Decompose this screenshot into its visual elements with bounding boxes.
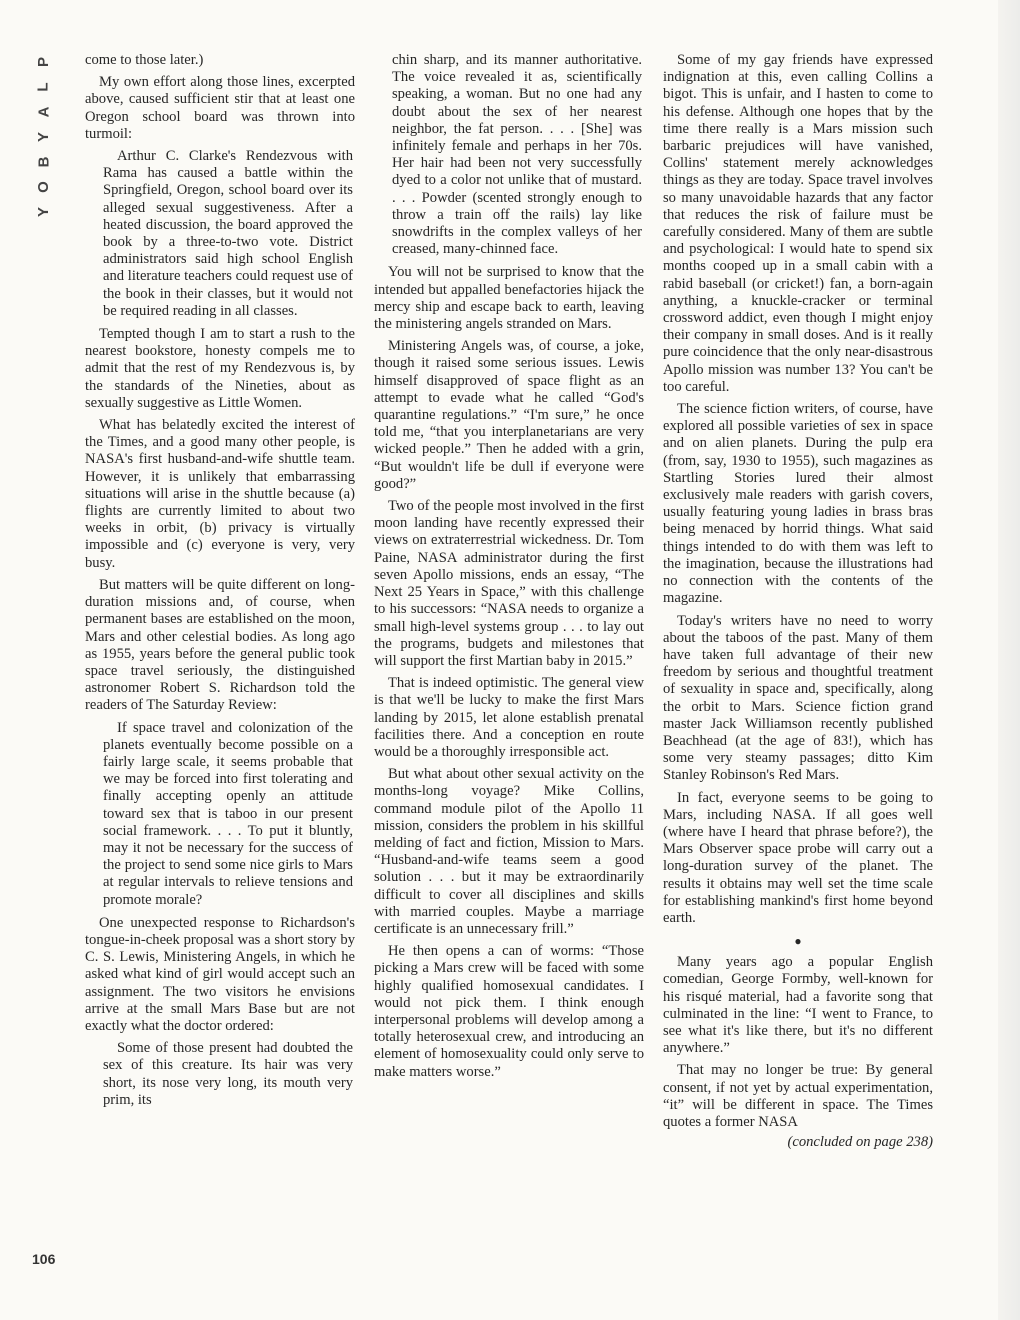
paragraph: One unexpected response to Richardson's tongue-in-cheek proposal was a short story by C. S. Lewis, Ministering Angels, in which he asked what kind of girl would accept such an assignment. The two visitors he envisions arrive at the small Mars Base but are not exactly what the doctor ordered: xyxy=(85,914,355,1034)
paragraph: But what about other sexual activity on the months-long voyage? Mike Collins, command module pilot of the Apollo 11 mission, considers the problem in his skillful melding of fact and fiction, Mission to Mars. “Husband-and-wife teams seem a good solution . . . but it may be extraordinarily difficult to cover all disciplines and skills with married couples. Maybe a marriage certificate is an unnecessary frill.” xyxy=(374,766,644,937)
paragraph: Tempted though I am to start a rush to the nearest bookstore, honesty compels me to admit that the rest of my Rendezvous is, by the standards of the Nineties, about as sexually suggestive as Little Women. xyxy=(85,326,355,411)
masthead-letter: O xyxy=(34,181,52,193)
column-1 xyxy=(85,52,355,1115)
masthead xyxy=(34,54,54,220)
section-bullet: ● xyxy=(794,934,802,949)
masthead-letter: L xyxy=(34,82,52,92)
paragraph: But matters will be quite different on long-duration missions and, of course, when permanent bases are established on the moon, Mars and other celestial bodies. As long ago as 1955, years before the general public took space travel seriously, the distinguished astronomer Robert S. Richardson told the readers of The Saturday Review: xyxy=(85,576,355,714)
paragraph: Some of my gay friends have expressed indignation at this, even calling Collins a bigot. This is unfair, and I hasten to come to his defense. Although one hopes that by the time there really is a Mars mission such barbaric prejudices will have vanished, Collins' statement merely acknowledges things as they are today. Space travel involves so many unavoidable hazards that any factor that reduces the risk of failure must be carefully considered. Many of them are subtle and psychological: I would hate to spend six months cooped up in a small cabin with a rabid baseball (or cricket!) fan, a born-again anything, a knuckle-cracker or terminal crossword addict, even though I might enjoy their company in small doses. And is it really pure coincidence that the only near-disastrous Apollo mission was number 13? You can't be too careful. xyxy=(663,52,933,395)
paragraph: You will not be surprised to know that the intended but appalled benefactories hijack the mercy ship and escape back to earth, leaving the ministering angels stranded on Mars. xyxy=(374,264,644,333)
paragraph: In fact, everyone seems to be going to Mars, including NASA. If all goes well (where have I heard that phrase before?), the Mars Observer space probe will carry out a long-duration survey of the planet. The results it obtains may well set the time scale for establishing mankind's first home beyond earth. xyxy=(663,789,933,926)
masthead-letter: P xyxy=(34,56,52,68)
paragraph: The science fiction writers, of course, have explored all possible varieties of sex in space and on alien planets. During the pulp era (from, say, 1930 to 1955), such magazines as Startling Stories lured their almost exclusively male readers with garish covers, usually featuring young ladies in brass bras being menaced by horrid things. What said things intended to do with them was left to the imagination, because the illustrations had no connection with the contents of the magazine. xyxy=(663,401,933,607)
paragraph: Many years ago a popular English comedian, George Formby, well-known for his risqué material, had a favorite song that culminated in the line: “I went to France, to see what it's like there, but it's no different anywhere.” xyxy=(663,954,933,1057)
paragraph: What has belatedly excited the interest of the Times, and a good many other people, is NASA's first husband-and-wife shuttle team. However, it is unlikely that embarrassing situations will arise in the shuttle because (a) flights are currently limited to about two weeks in orbit, (b) privacy is virtually impossible and (c) everyone is very, very busy. xyxy=(85,417,355,571)
masthead-letter: Y xyxy=(34,131,52,143)
paragraph: Today's writers have no need to worry about the taboos of the past. Many of them have taken full advantage of their new freedom by serious and thoughtful treatment of sexuality in space and, specifically, along the orbit to Mars. Science fiction grand master Jack Williamson recently published Beachhead (at the age of 83!), which has some very steamy passages; ditto Kim Stanley Robinson's Red Mars. xyxy=(663,612,933,784)
block-quote: If space travel and colonization of the planets eventually become possible on a fairly large scale, it seems probable that we may be forced into first tolerating and finally accepting openly an attitude toward sex that is taboo in our present social framework. . . . To put it bluntly, may it not be necessary for the success of the project to send some nice girls to Mars at regular intervals to relieve tensions and promote morale? xyxy=(103,719,353,908)
paragraph: That is indeed optimistic. The general view is that we'll be lucky to make the first Mars landing by 2015, let alone establish prenatal facilities there. And a conception en route would be a thoroughly irresponsible act. xyxy=(374,675,644,760)
continuation-note: (concluded on page 238) xyxy=(787,1134,933,1151)
page-number: 106 xyxy=(32,1251,56,1267)
masthead-letter: A xyxy=(35,106,52,118)
paragraph: He then opens a can of worms: “Those picking a Mars crew will be faced with some highly qualified homosexual candidates. I would not pick them. I think enough interpersonal problems will develop among a totally heterosexual crew, and introducing an element of homosexuality could only serve to make matters worse.” xyxy=(374,943,644,1080)
page-edge xyxy=(998,0,1020,1320)
masthead-letter: Y xyxy=(34,206,52,218)
paragraph: That may no longer be true: By general consent, if not yet by actual experimentation, “it” will be different in space. The Times quotes a former NASA xyxy=(663,1062,933,1130)
paragraph: My own effort along those lines, excerpted above, caused sufficient stir that at least one Oregon school board was thrown into turmoil: xyxy=(85,74,355,142)
paragraph: Ministering Angels was, of course, a joke, though it raised some serious issues. Lewis himself disapproved of space flight as an attempt to evade what he called “God's quarantine regulations.” “I'm sure,” he once told me, “that you interplanetarians are very wicked people.” Then he added with a grin, “But wouldn't life be dull if everyone were good?” xyxy=(374,338,644,492)
paragraph: come to those later.) xyxy=(85,52,204,68)
column-3 xyxy=(663,52,933,1151)
paragraph: Two of the people most involved in the first moon landing have recently expressed their views on extraterrestrial wickedness. Dr. Tom Paine, NASA administrator during the first seven Apollo missions, ends an essay, “The Next 25 Years in Space,” with this challenge to his successors: “NASA needs to organize a small high-level systems group . . . to lay out the programs, budgets and milestones that will support the first Martian baby in 2015.” xyxy=(374,498,644,669)
block-quote: Some of those present had doubted the sex of this creature. Its hair was very short, its nose very long, its mouth very prim, its xyxy=(103,1040,353,1108)
block-quote: chin sharp, and its manner authoritative. The voice revealed it as, scientifically speaking, a woman. But no one had any doubt about the sex of her nearest neighbor, the fat person. . . . [She] was infinitely female and perhaps in her 70s. Her hair had been not very successfully dyed to a color not unlike that of mustard. . . . Powder (scented strongly enough to throw a train off the rails) lay like snowdrifts in the complex valleys of her creased, many-chinned face. xyxy=(392,52,642,258)
masthead-letter: B xyxy=(35,156,52,168)
block-quote: Arthur C. Clarke's Rendezvous with Rama has caused a battle within the Springfield, Oregon, school board over its alleged sexual suggestiveness. After a heated discussion, the board approved the book by a three-to-two vote. District administrators said high school English and literature teachers could request use of the book in their classes, but it would not be required reading in all classes. xyxy=(103,148,353,319)
column-2 xyxy=(374,52,644,1086)
